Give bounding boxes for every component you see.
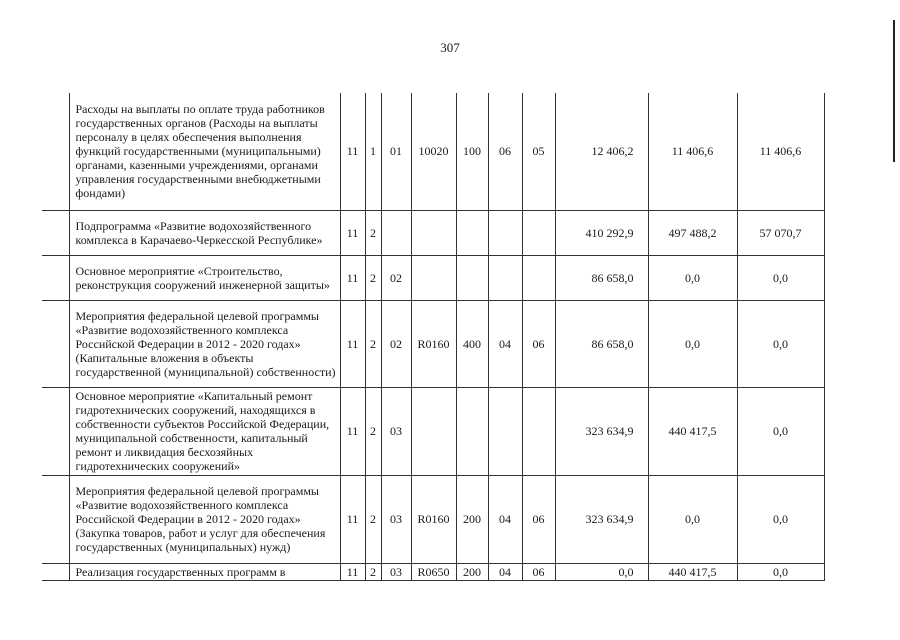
code-cell: 400 xyxy=(456,300,488,387)
table-row xyxy=(42,563,824,580)
amount-cell: 86 658,0 xyxy=(555,300,648,387)
code-cell: 02 xyxy=(381,300,411,387)
blank-cell xyxy=(42,563,69,580)
amount-cell: 0,0 xyxy=(737,563,824,580)
item-name: Расходы на выплаты по оплате труда работников государственных органов (Расходы на выплаты персоналу в целях обеспечения выполнения функций государственными (муниципальными) органами, казенными учреждениями, органами управления государственными внебюджетными фондами) xyxy=(69,93,340,210)
blank-cell xyxy=(42,387,69,475)
amount-cell: 0,0 xyxy=(648,475,737,563)
code-cell: 2 xyxy=(365,255,381,300)
item-name: Мероприятия федеральной целевой программы «Развитие водохозяйственного комплекса Российской Федерации в 2012 - 2020 годах» (Капитальные вложения в объекты государственной (муниципальной) собственности) xyxy=(69,300,340,387)
item-name: Подпрограмма «Развитие водохозяйственного комплекса в Карачаево-Черкесской Республике» xyxy=(69,210,340,255)
code-cell xyxy=(488,210,522,255)
code-cell: R0160 xyxy=(411,475,456,563)
code-cell: 06 xyxy=(522,475,555,563)
code-cell: 06 xyxy=(522,300,555,387)
table-row xyxy=(42,210,824,255)
code-cell: 06 xyxy=(522,563,555,580)
code-cell xyxy=(522,210,555,255)
code-cell xyxy=(456,210,488,255)
amount-cell: 0,0 xyxy=(737,300,824,387)
code-cell: 1 xyxy=(365,93,381,210)
code-cell xyxy=(381,210,411,255)
code-cell: 11 xyxy=(340,300,365,387)
blank-cell xyxy=(42,255,69,300)
code-cell: 11 xyxy=(340,475,365,563)
amount-cell: 11 406,6 xyxy=(737,93,824,210)
code-cell xyxy=(488,255,522,300)
item-name: Основное мероприятие «Капитальный ремонт гидротехнических сооружений, находящихся в собственности субъектов Российской Федерации, муниципальной собственности, капитальный ремонт и ликвидация бесхозяйных гидротехнических сооружений» xyxy=(69,387,340,475)
amount-cell: 410 292,9 xyxy=(555,210,648,255)
code-cell xyxy=(411,210,456,255)
code-cell: 11 xyxy=(340,255,365,300)
code-cell: 11 xyxy=(340,387,365,475)
amount-cell: 440 417,5 xyxy=(648,563,737,580)
code-cell: 03 xyxy=(381,563,411,580)
code-cell: 11 xyxy=(340,563,365,580)
code-cell: 10020 xyxy=(411,93,456,210)
code-cell: 04 xyxy=(488,475,522,563)
amount-cell: 323 634,9 xyxy=(555,387,648,475)
code-cell: 04 xyxy=(488,563,522,580)
code-cell: 06 xyxy=(488,93,522,210)
blank-cell xyxy=(42,93,69,210)
amount-cell: 0,0 xyxy=(737,387,824,475)
table-row xyxy=(42,255,824,300)
table-row xyxy=(42,300,824,387)
code-cell: 100 xyxy=(456,93,488,210)
code-cell: 2 xyxy=(365,475,381,563)
amount-cell: 0,0 xyxy=(648,300,737,387)
budget-table xyxy=(42,93,825,581)
code-cell xyxy=(522,255,555,300)
code-cell xyxy=(411,255,456,300)
amount-cell: 86 658,0 xyxy=(555,255,648,300)
amount-cell: 0,0 xyxy=(648,255,737,300)
code-cell: 200 xyxy=(456,475,488,563)
amount-cell: 11 406,6 xyxy=(648,93,737,210)
amount-cell: 0,0 xyxy=(737,475,824,563)
amount-cell: 440 417,5 xyxy=(648,387,737,475)
code-cell xyxy=(456,387,488,475)
code-cell: 03 xyxy=(381,387,411,475)
amount-cell: 0,0 xyxy=(555,563,648,580)
code-cell: 03 xyxy=(381,475,411,563)
code-cell: 02 xyxy=(381,255,411,300)
code-cell: 04 xyxy=(488,300,522,387)
amount-cell: 323 634,9 xyxy=(555,475,648,563)
code-cell: 11 xyxy=(340,210,365,255)
amount-cell: 497 488,2 xyxy=(648,210,737,255)
code-cell: 2 xyxy=(365,300,381,387)
blank-cell xyxy=(42,475,69,563)
item-name: Основное мероприятие «Строительство, реконструкция сооружений инженерной защиты» xyxy=(69,255,340,300)
code-cell: 2 xyxy=(365,210,381,255)
code-cell: R0650 xyxy=(411,563,456,580)
code-cell: 2 xyxy=(365,563,381,580)
code-cell xyxy=(522,387,555,475)
code-cell xyxy=(456,255,488,300)
page-number: 307 xyxy=(440,40,460,55)
page-edge-bar xyxy=(893,20,895,162)
code-cell: 2 xyxy=(365,387,381,475)
code-cell xyxy=(488,387,522,475)
table-row xyxy=(42,475,824,563)
amount-cell: 12 406,2 xyxy=(555,93,648,210)
code-cell: 11 xyxy=(340,93,365,210)
item-name: Реализация государственных программ в xyxy=(69,563,340,580)
code-cell: 200 xyxy=(456,563,488,580)
code-cell: 05 xyxy=(522,93,555,210)
blank-cell xyxy=(42,300,69,387)
code-cell: R0160 xyxy=(411,300,456,387)
amount-cell: 0,0 xyxy=(737,255,824,300)
table-row xyxy=(42,93,824,210)
code-cell xyxy=(411,387,456,475)
amount-cell: 57 070,7 xyxy=(737,210,824,255)
code-cell: 01 xyxy=(381,93,411,210)
item-name: Мероприятия федеральной целевой программы «Развитие водохозяйственного комплекса Российской Федерации в 2012 - 2020 годах» (Закупка товаров, работ и услуг для обеспечения государственных (муниципальных) нужд) xyxy=(69,475,340,563)
table-row xyxy=(42,387,824,475)
blank-cell xyxy=(42,210,69,255)
